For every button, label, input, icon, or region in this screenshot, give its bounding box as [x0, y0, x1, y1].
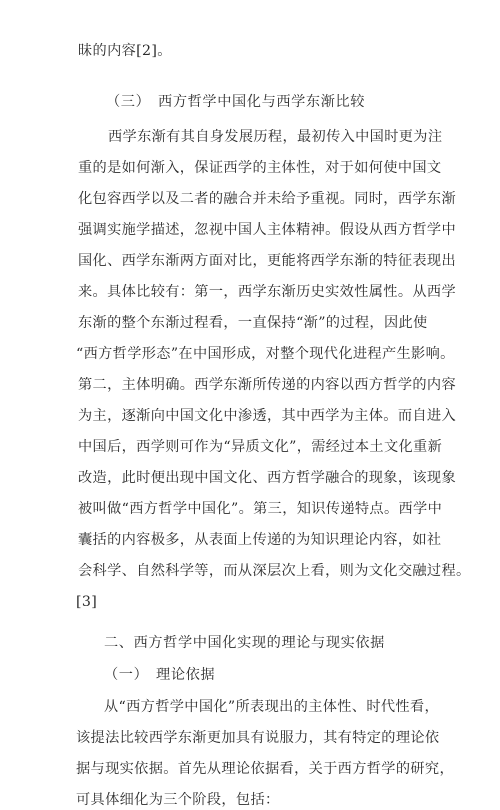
- paragraph-line: 国化、西学东渐两方面对比，更能将西学东渐的特征表现出: [78, 253, 456, 269]
- paragraph-line: 来。具体比较有：第一，西学东渐历史实效性属性。从西学: [78, 284, 456, 300]
- paragraph-line: 重的是如何渐入，保证西学的主体性，对于如何使中国文: [78, 160, 442, 176]
- paragraph-line: 该提法比较西学东渐更加具有说服力，其有特定的理论依: [76, 730, 440, 746]
- paragraph-line: 昧的内容[2]。: [78, 43, 172, 59]
- paragraph-line: 从“西方哲学中国化”所表现出的主体性、时代性看，: [104, 699, 440, 715]
- paragraph-line: 囊括的内容极多，从表面上传递的为知识理论内容，如社: [78, 532, 442, 548]
- paragraph-line: 中国后，西学则可作为“异质文化”，需经过本土文化重新: [78, 439, 443, 455]
- section-heading: 二、西方哲学中国化实现的理论与现实依据: [104, 635, 385, 651]
- paragraph-line: 化包容西学以及二者的融合并未给予重视。同时，西学东渐: [78, 191, 456, 207]
- paragraph-line: 被叫做“西方哲学中国化”。第三，知识传递特点。西学中: [78, 501, 443, 517]
- paragraph-line: 据与现实依据。首先从理论依据看，关于西方哲学的研究，: [76, 761, 454, 777]
- paragraph-line: 为主，逐渐向中国文化中渗透，其中西学为主体。而自进入: [78, 408, 456, 424]
- citation-marker: [3]: [76, 594, 98, 610]
- paragraph-line: 第二，主体明确。西学东渐所传递的内容以西方哲学的内容: [78, 377, 456, 393]
- paragraph-line: 西学东渐有其自身发展历程，最初传入中国时更为注: [108, 129, 443, 145]
- paragraph-line: 会科学、自然科学等，而从深层次上看，则为文化交融过程。: [78, 563, 471, 579]
- paragraph-line: 改造，此时便出现中国文化、西方哲学融合的现象，该现象: [78, 470, 456, 486]
- subsection-heading: （一） 理论依据: [104, 667, 216, 683]
- paragraph-line: 东渐的整个东渐过程看，一直保持“渐”的过程，因此使: [78, 315, 428, 331]
- section-heading: （三） 西方哲学中国化与西学东渐比较: [106, 94, 366, 110]
- paragraph-line: 可具体细化为三个阶段，包括：: [76, 792, 280, 808]
- paragraph-line: 强调实施学描述，忽视中国人主体精神。假设从西方哲学中: [78, 222, 456, 238]
- paragraph-line: “西方哲学形态”在中国形成，对整个现代化进程产生影响。: [76, 346, 455, 362]
